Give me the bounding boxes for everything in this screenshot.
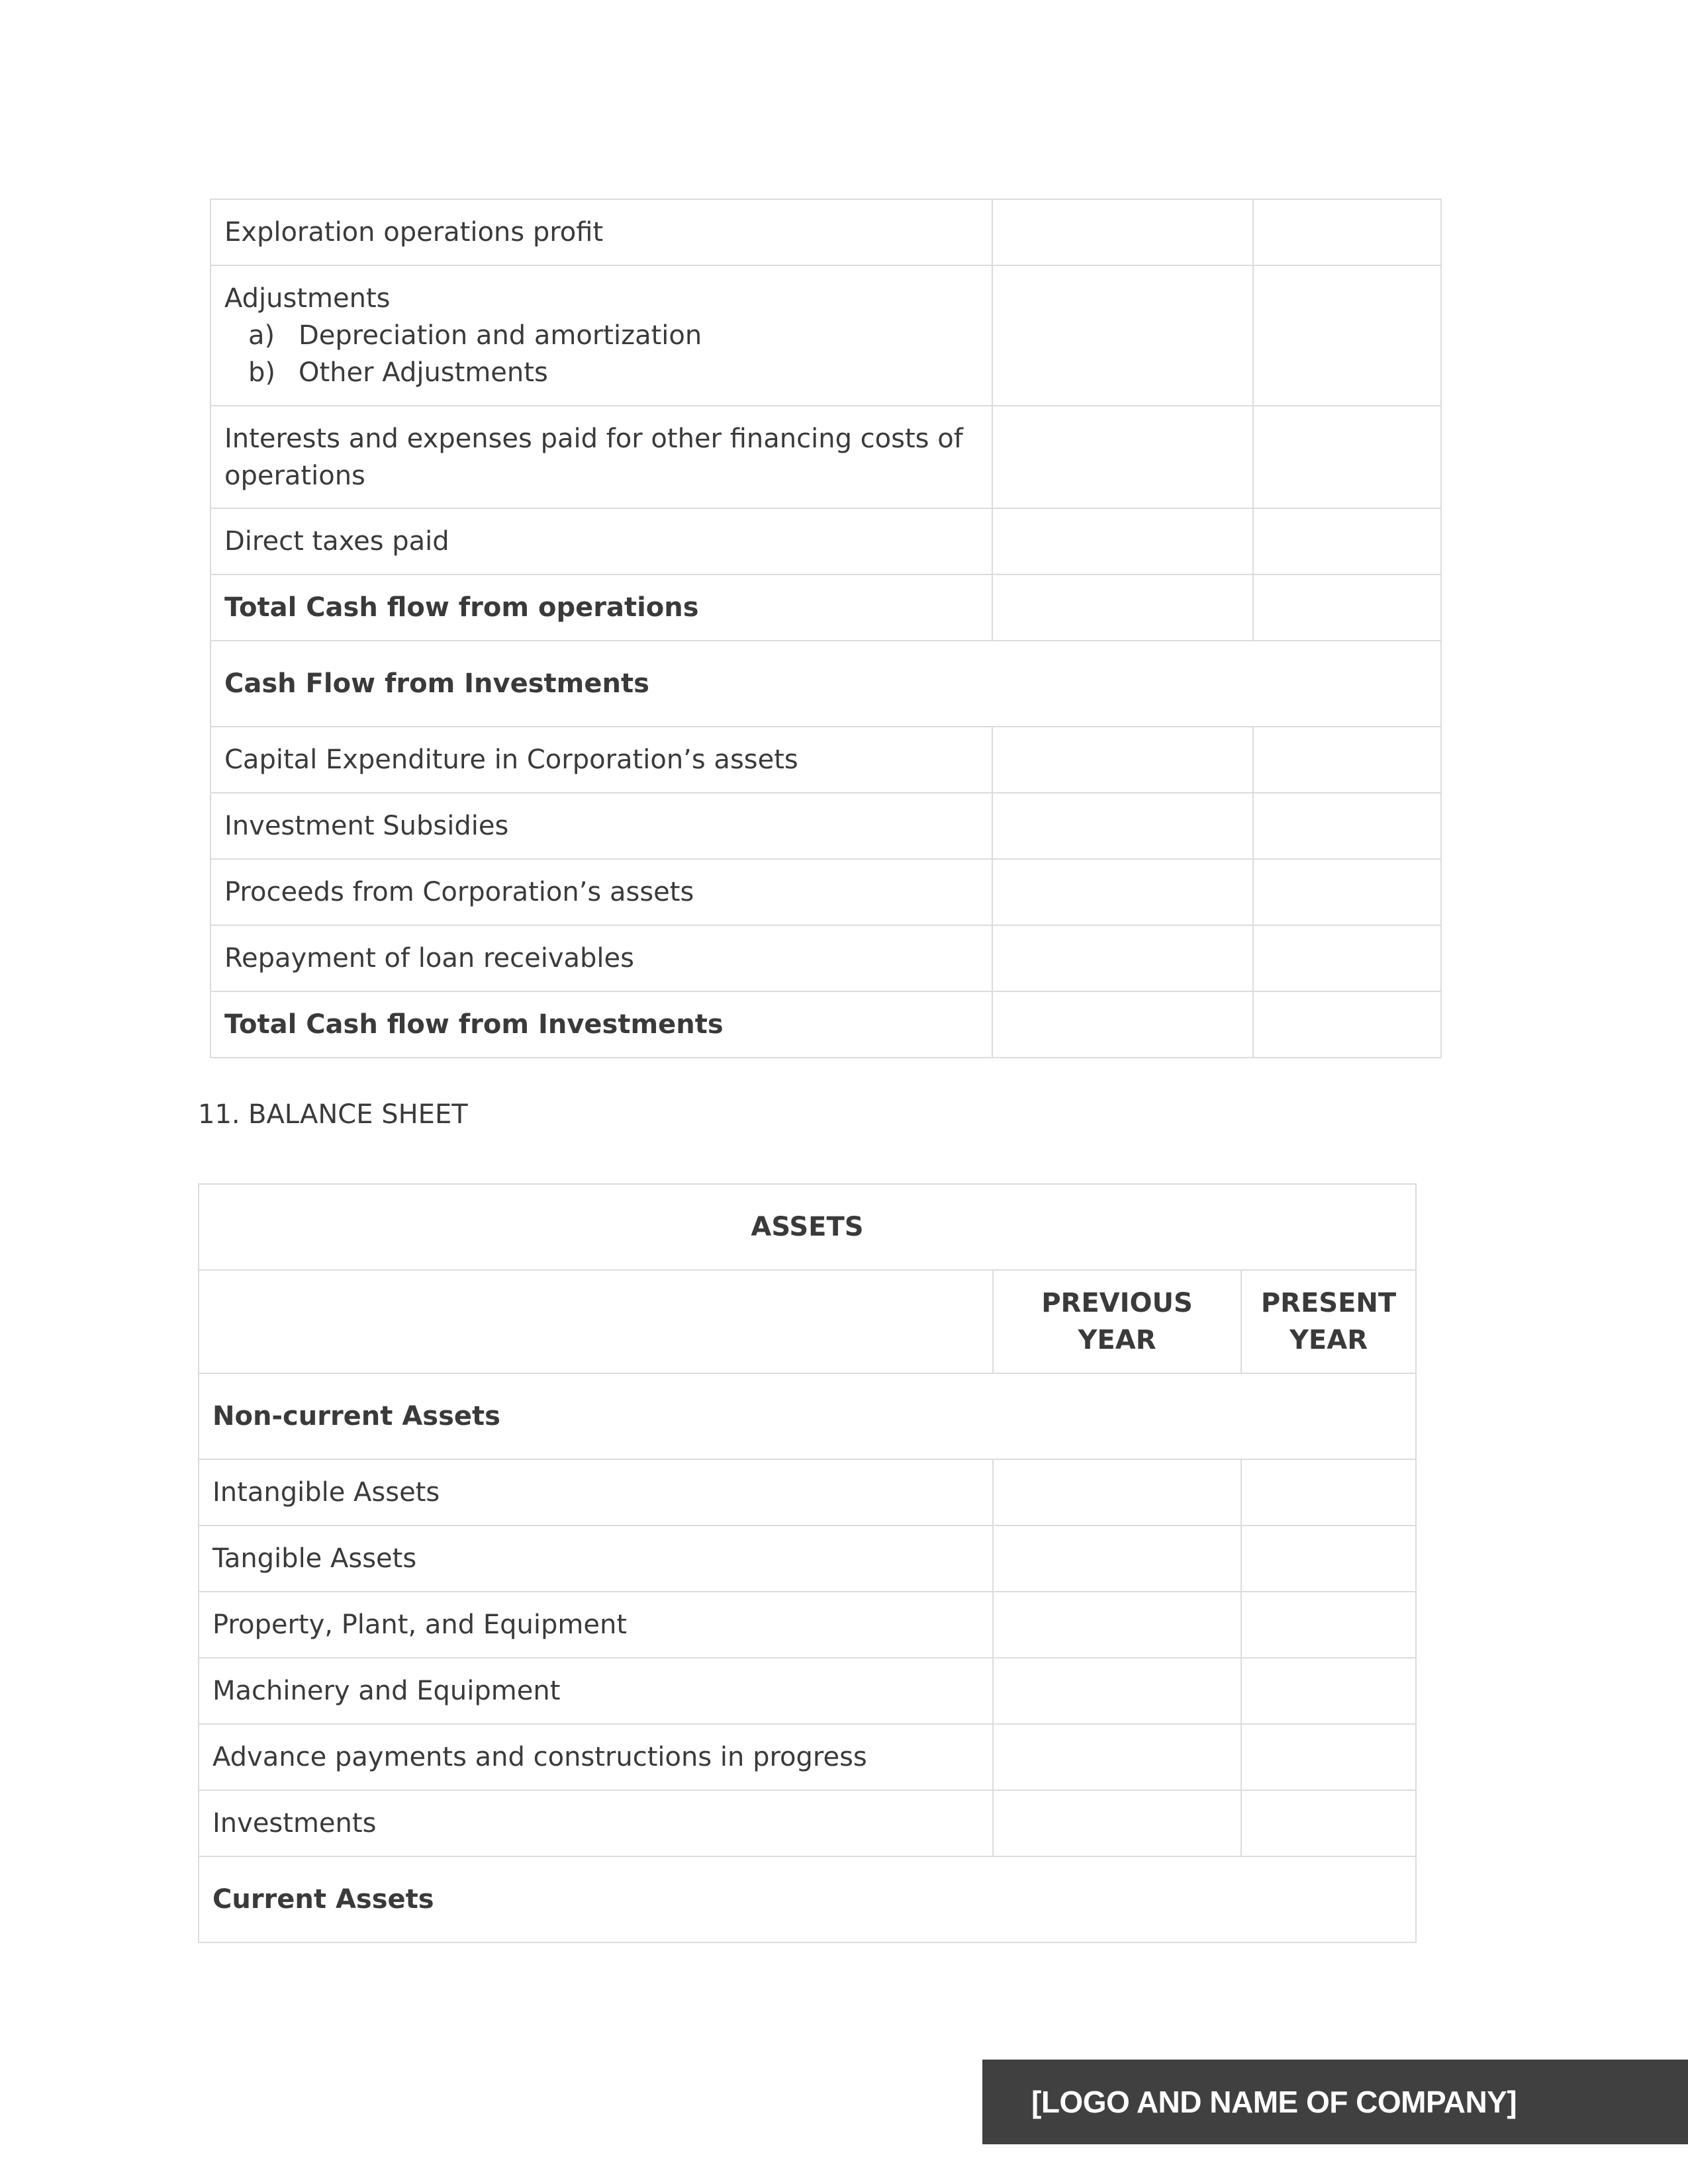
previous-year-cell[interactable]: [992, 859, 1253, 925]
previous-year-cell[interactable]: [993, 1724, 1241, 1790]
previous-year-cell[interactable]: [993, 1790, 1241, 1856]
list-item: [224, 354, 978, 391]
list-item-text: Depreciation and amortization: [299, 320, 702, 351]
present-year-cell[interactable]: [1241, 1592, 1416, 1658]
table-row: [211, 265, 1441, 406]
present-year-cell[interactable]: [1241, 1459, 1416, 1525]
table-row: [199, 1658, 1416, 1724]
table-row: [199, 1592, 1416, 1658]
previous-year-cell[interactable]: [993, 1459, 1241, 1525]
present-year-cell[interactable]: [1253, 925, 1441, 991]
table-header-row: [199, 1270, 1416, 1373]
row-label: Capital Expenditure in Corporation’s assets: [211, 727, 992, 793]
table-row: [211, 991, 1441, 1058]
present-year-cell[interactable]: [1253, 574, 1441, 641]
previous-year-cell[interactable]: [992, 199, 1253, 265]
adjustments-cell: [211, 265, 992, 406]
table-title: ASSETS: [199, 1184, 1416, 1270]
list-item-text: Other Adjustments: [299, 357, 548, 388]
header-empty-cell: [199, 1270, 993, 1373]
present-year-cell[interactable]: [1253, 859, 1441, 925]
present-year-cell[interactable]: [1253, 727, 1441, 793]
row-label: Machinery and Equipment: [199, 1658, 993, 1724]
table-row: [211, 925, 1441, 991]
table-row: [211, 508, 1441, 574]
footer-company-bar: [982, 2060, 1688, 2144]
table-row: [199, 1459, 1416, 1525]
table-row: [211, 793, 1441, 859]
row-label: Property, Plant, and Equipment: [199, 1592, 993, 1658]
row-label: Intangible Assets: [199, 1459, 993, 1525]
table-row: [211, 574, 1441, 641]
present-year-cell[interactable]: [1253, 199, 1441, 265]
previous-year-cell[interactable]: [992, 265, 1253, 406]
section-row-label: Non-current Assets: [199, 1373, 1416, 1459]
table-row: [211, 199, 1441, 265]
cash-flow-table: [210, 199, 1442, 1058]
table-row: [199, 1724, 1416, 1790]
table-row: [211, 641, 1441, 727]
row-label: Interests and expenses paid for other financing costs of operations: [211, 406, 992, 508]
previous-year-cell[interactable]: [993, 1592, 1241, 1658]
previous-year-cell[interactable]: [993, 1525, 1241, 1592]
section-row-label: Cash Flow from Investments: [211, 641, 1441, 727]
row-label: Exploration operations profit: [211, 199, 992, 265]
table-row: [199, 1790, 1416, 1856]
table-row: [211, 727, 1441, 793]
assets-table: [198, 1183, 1417, 1943]
row-label: Direct taxes paid: [211, 508, 992, 574]
row-label: Investment Subsidies: [211, 793, 992, 859]
previous-year-cell[interactable]: [992, 508, 1253, 574]
table-row: [199, 1373, 1416, 1459]
table-row: [211, 406, 1441, 508]
previous-year-cell[interactable]: [992, 406, 1253, 508]
present-year-cell[interactable]: [1253, 793, 1441, 859]
section-heading: [198, 1096, 468, 1133]
section-number: 11.: [198, 1099, 240, 1130]
table-row: [199, 1525, 1416, 1592]
present-year-cell[interactable]: [1253, 508, 1441, 574]
row-label: Total Cash flow from Investments: [211, 991, 992, 1058]
list-marker: b): [248, 357, 275, 388]
previous-year-cell[interactable]: [992, 925, 1253, 991]
adjustments-list: [224, 317, 978, 391]
table-row: [211, 859, 1441, 925]
column-header-present-year: PRESENT YEAR: [1241, 1270, 1416, 1373]
table-row: [199, 1856, 1416, 1942]
previous-year-cell[interactable]: [992, 727, 1253, 793]
present-year-cell[interactable]: [1241, 1525, 1416, 1592]
list-item: [224, 317, 978, 354]
present-year-cell[interactable]: [1253, 991, 1441, 1058]
present-year-cell[interactable]: [1241, 1790, 1416, 1856]
table-title-row: [199, 1184, 1416, 1270]
present-year-cell[interactable]: [1253, 406, 1441, 508]
row-label: Proceeds from Corporation’s assets: [211, 859, 992, 925]
row-label: Total Cash flow from operations: [211, 574, 992, 641]
row-label: Repayment of loan receivables: [211, 925, 992, 991]
previous-year-cell[interactable]: [993, 1658, 1241, 1724]
row-label: Tangible Assets: [199, 1525, 993, 1592]
row-label: Investments: [199, 1790, 993, 1856]
column-header-previous-year: PREVIOUS YEAR: [993, 1270, 1241, 1373]
previous-year-cell[interactable]: [992, 991, 1253, 1058]
previous-year-cell[interactable]: [992, 793, 1253, 859]
row-label: Advance payments and constructions in progress: [199, 1724, 993, 1790]
present-year-cell[interactable]: [1241, 1658, 1416, 1724]
section-row-label: Current Assets: [199, 1856, 1416, 1942]
present-year-cell[interactable]: [1241, 1724, 1416, 1790]
present-year-cell[interactable]: [1253, 265, 1441, 406]
section-title: BALANCE SHEET: [248, 1099, 468, 1130]
list-marker: a): [248, 320, 275, 351]
row-label: Adjustments: [224, 283, 391, 314]
company-logo-name: [LOGO AND NAME OF COMPANY]: [1031, 2085, 1517, 2119]
previous-year-cell[interactable]: [992, 574, 1253, 641]
